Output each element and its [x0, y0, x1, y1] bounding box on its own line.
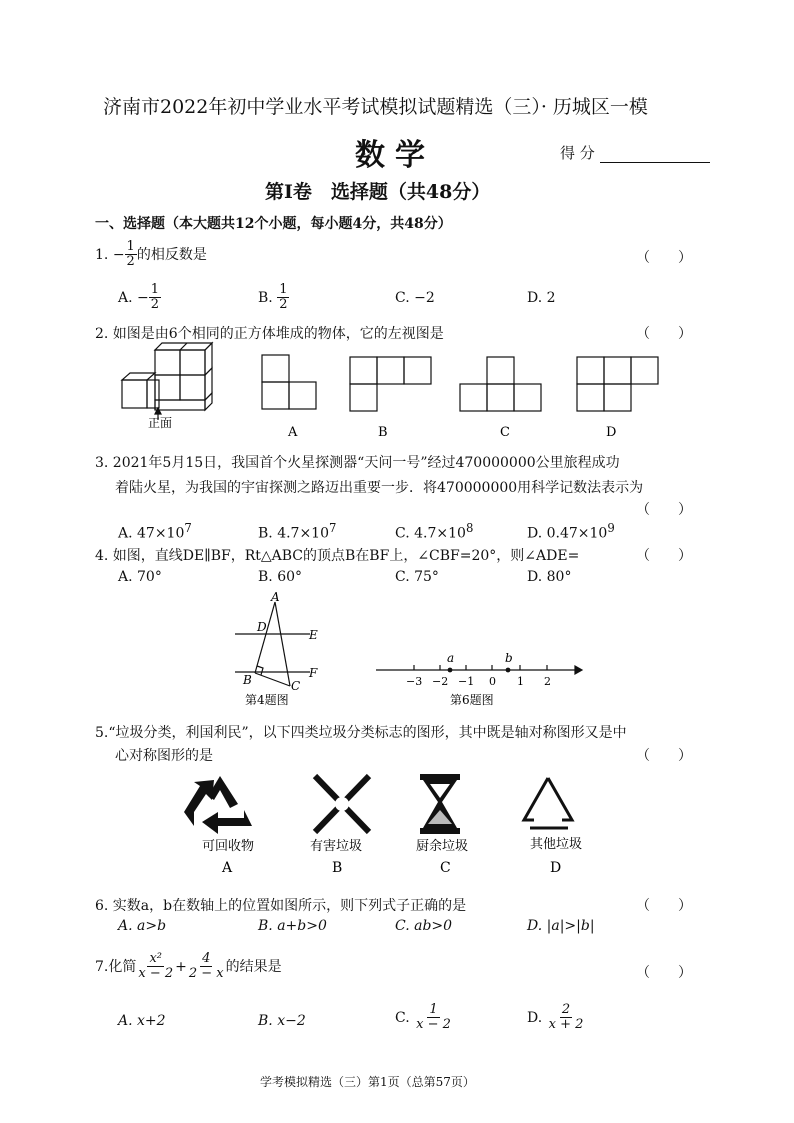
- page-footer: 学考模拟精选（三）第1页（总第57页）: [260, 1075, 475, 1089]
- option-text: A. 47×10: [118, 525, 185, 542]
- option-label-c: C: [440, 860, 451, 876]
- option-label: C.: [395, 1009, 410, 1026]
- option-b: B. x−2: [258, 1013, 306, 1029]
- view-b: [350, 357, 431, 411]
- view-d: [577, 357, 658, 411]
- view-label-b: B: [378, 425, 388, 440]
- question-4: 4. 如图，直线DE∥BF，Rt△ABC的顶点B在BF上，∠CBF=20°，则∠ADE=: [95, 548, 580, 564]
- numerator: 4: [202, 951, 211, 966]
- q2-figures: [110, 335, 710, 445]
- option-b: [258, 521, 336, 542]
- view-label-a: A: [288, 425, 298, 440]
- question-2: 2. 如图是由6个相同的正方体堆成的物体，它的左视图是: [95, 326, 444, 342]
- point-d-label: D: [257, 620, 267, 634]
- option-text: C. 4.7×10: [395, 525, 466, 542]
- point-e-label: E: [309, 628, 318, 642]
- question-6: 6. 实数a，b在数轴上的位置如图所示，则下列式子正确的是: [95, 898, 467, 914]
- label-b: b: [505, 651, 513, 665]
- question-3-line1: 3. 2021年5月15日，我国首个火星探测器“天问一号”经过470000000公里旅程成功: [95, 455, 620, 471]
- option-a: A. 70°: [118, 569, 162, 585]
- fraction: [187, 952, 226, 982]
- minus-sign: −: [112, 246, 125, 263]
- answer-paren: （ ）: [636, 898, 692, 914]
- label-a: a: [447, 651, 455, 665]
- answer-paren: （ ）: [636, 326, 692, 342]
- tick-label: 1: [517, 675, 524, 688]
- cube-stack-figure: [122, 343, 212, 420]
- label-harmful: 有害垃圾: [310, 839, 363, 854]
- segment-ab: [255, 602, 275, 673]
- exponent: 8: [465, 521, 474, 535]
- option-b: B. 60°: [258, 569, 303, 585]
- denominator: 2: [150, 297, 160, 313]
- point-a-label: A: [271, 590, 280, 604]
- label-kitchen: 厨余垃圾: [416, 839, 469, 854]
- denominator: 2 − x: [188, 966, 224, 982]
- point-f-label: F: [309, 666, 318, 680]
- denominator: x + 2: [548, 1017, 584, 1033]
- fraction: [149, 283, 161, 313]
- option-c: C. ab>0: [395, 918, 453, 934]
- denominator: x − 2: [138, 966, 174, 982]
- option-d: D. |a|>|b|: [527, 918, 595, 934]
- point-b-label: B: [243, 673, 252, 687]
- part-title: 一、选择题（本大题共12个小题，每小题4分，共48分）: [95, 216, 452, 232]
- numerator: 1: [279, 282, 288, 297]
- question-number: 1.: [95, 246, 109, 263]
- option-d: [527, 521, 615, 542]
- option-c: C. 75°: [395, 569, 439, 585]
- option-d: D. 80°: [527, 569, 572, 585]
- point-b: [506, 668, 511, 673]
- option-a: [118, 521, 192, 542]
- question-5-line1: 5.“垃圾分类，利国利民”，以下四类垃圾分类标志的图形，其中既是轴对称图形又是中: [95, 725, 627, 741]
- score-label: 得 分: [560, 144, 595, 162]
- fraction: [414, 1003, 453, 1033]
- front-label: 正面: [148, 416, 173, 430]
- view-a: [262, 355, 316, 409]
- fraction: [277, 283, 289, 313]
- figure-4: [225, 590, 335, 710]
- answer-paren: （ ）: [636, 250, 692, 266]
- subject-title: 数学: [355, 138, 435, 173]
- recycle-icon: [184, 776, 252, 834]
- fraction: [125, 240, 137, 270]
- numerator: 1: [429, 1002, 438, 1017]
- question-text: 的相反数是: [136, 246, 207, 263]
- view-label-c: C: [500, 425, 510, 440]
- denominator: x − 2: [416, 1017, 451, 1033]
- answer-paren: （ ）: [636, 548, 692, 564]
- numerator: 1: [126, 239, 135, 254]
- plus-sign: +: [175, 958, 187, 975]
- tick-label: 0: [489, 675, 496, 688]
- answer-paren: （ ）: [636, 748, 692, 764]
- numerator: 1: [150, 282, 160, 297]
- exponent: 7: [329, 521, 337, 535]
- score-blank: [600, 148, 710, 163]
- option-b: [258, 283, 289, 313]
- view-c: [460, 357, 541, 411]
- question-number: 7.化简: [95, 958, 137, 975]
- option-c: C. −2: [395, 290, 435, 306]
- fraction: [136, 952, 175, 982]
- option-c: [395, 521, 473, 542]
- option-b: B. a+b>0: [258, 918, 327, 934]
- exam-title: 济南市2022年初中学业水平考试模拟试题精选（三）· 历城区一模: [103, 96, 648, 118]
- option-d: D. 2: [527, 290, 556, 306]
- fraction: [547, 1003, 586, 1033]
- tick-label: −1: [458, 675, 475, 688]
- figure-6-caption: 第6题图: [450, 693, 494, 707]
- point-a: [448, 668, 453, 673]
- section-title: 第Ⅰ卷 选择题（共48分）: [265, 181, 491, 203]
- tick-label: 2: [544, 675, 551, 688]
- option-label: A.: [118, 289, 133, 306]
- tick-label: −3: [406, 675, 423, 688]
- exponent: 9: [607, 521, 615, 535]
- option-a: [118, 283, 161, 313]
- option-d: [527, 1003, 585, 1033]
- question-1: [95, 240, 207, 270]
- harmful-icon-gap: [335, 797, 349, 811]
- exponent: 7: [184, 521, 192, 535]
- question-3-line2: 着陆火星，为我国的宇宙探测之路迈出重要一步．将470000000用科学记数法表示为: [115, 480, 644, 496]
- point-c-label: C: [291, 679, 301, 693]
- option-a: A. a>b: [118, 918, 167, 934]
- numerator: 2: [561, 1002, 571, 1017]
- numerator: x²: [149, 951, 163, 966]
- view-label-d: D: [606, 425, 617, 440]
- segment-ac: [275, 602, 290, 686]
- option-text: D. 0.47×10: [527, 525, 608, 542]
- answer-paren: （ ）: [636, 965, 692, 981]
- label-recyclable: 可回收物: [202, 839, 255, 854]
- question-5-line2: 心对称图形的是: [115, 748, 213, 764]
- option-label-d: D: [550, 860, 562, 876]
- option-text: B. 4.7×10: [258, 525, 329, 542]
- q5-figures: [180, 768, 620, 878]
- option-a: A. x+2: [118, 1013, 166, 1029]
- option-c: [395, 1003, 453, 1033]
- other-waste-icon: [524, 778, 572, 828]
- segment-bc: [255, 673, 290, 686]
- tick-label: −2: [432, 675, 449, 688]
- option-label: B.: [258, 289, 273, 306]
- minus-sign: −: [137, 289, 149, 306]
- kitchen-waste-icon: [420, 774, 460, 834]
- figure-6: [370, 648, 585, 710]
- figure-4-caption: 第4题图: [245, 693, 289, 707]
- label-other: 其他垃圾: [530, 837, 583, 852]
- denominator: 2: [279, 297, 288, 313]
- option-label-b: B: [332, 860, 343, 876]
- score-field: [560, 142, 710, 163]
- arrow-head: [575, 666, 582, 674]
- option-label-a: A: [222, 860, 233, 876]
- question-7: [95, 952, 282, 982]
- option-label: D.: [527, 1009, 543, 1026]
- answer-paren: （ ）: [636, 502, 692, 518]
- question-text: 的结果是: [225, 958, 282, 975]
- denominator: 2: [126, 254, 135, 270]
